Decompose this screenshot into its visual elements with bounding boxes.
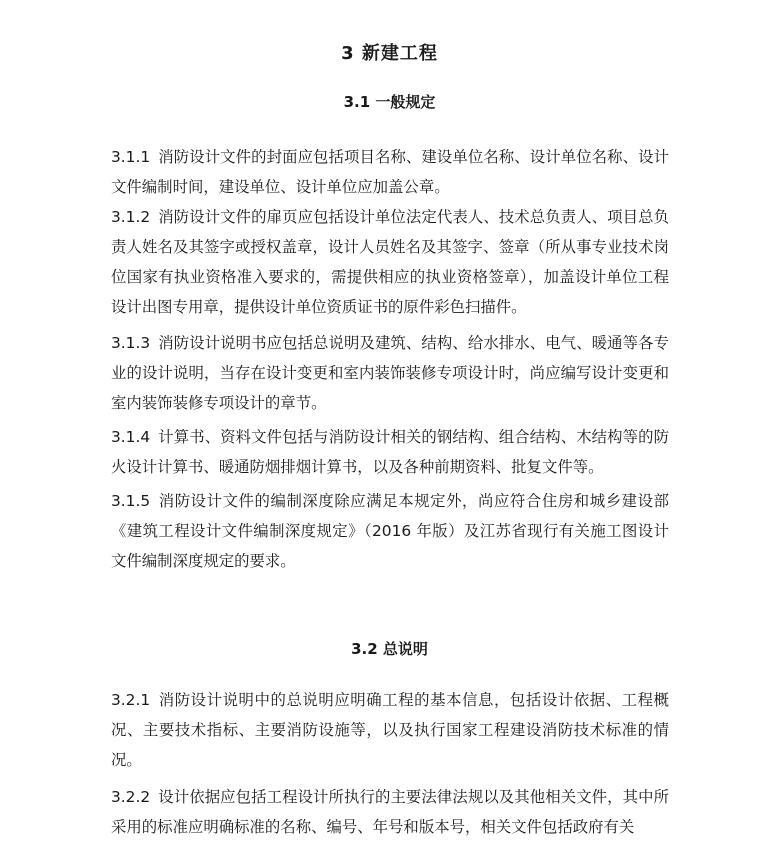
clause-text: 消防设计文件的扉页应包括设计单位法定代表人、技术总负责人、项目总负责人姓名及其签字或授权盖章，设计人员姓名及其签字、签章（所从事专业技术岗位国家有执业资格准入要求的，需提供相应的执业资格签章），加盖设计单位工程设计出图专用章，提供设计单位资质证书的原件彩色扫描件。 <box>111 208 669 316</box>
clause-text: 计算书、资料文件包括与消防设计相关的钢结构、组合结构、木结构等的防火设计计算书、暖通防烟排烟计算书，以及各种前期资料、批复文件等。 <box>111 428 669 476</box>
chapter-title: 3 新建工程 <box>341 43 438 64</box>
clause-number: 3.1.5 <box>111 492 151 510</box>
clause-3-2-1 <box>111 685 669 775</box>
clause-text: 消防设计文件的封面应包括项目名称、建设单位名称、设计单位名称、设计文件编制时间，建设单位、设计单位应加盖公章。 <box>111 148 669 196</box>
clause-3-1-1 <box>111 142 669 202</box>
clause-3-1-3 <box>111 328 669 418</box>
section-title-3-1: 3.1 一般规定 <box>343 93 436 111</box>
clause-number: 3.1.1 <box>111 148 151 166</box>
clause-number: 3.1.4 <box>111 428 151 446</box>
clause-3-2-2 <box>111 782 669 842</box>
clause-text: 消防设计文件的编制深度除应满足本规定外，尚应符合住房和城乡建设部《建筑工程设计文件编制深度规定》（2016 年版）及江苏省现行有关施工图设计文件编制深度规定的要求。 <box>111 492 669 570</box>
section-title-3-2: 3.2 总说明 <box>351 640 428 658</box>
clause-number: 3.2.1 <box>111 691 151 709</box>
clause-3-1-2 <box>111 202 669 322</box>
clause-number: 3.1.2 <box>111 208 151 226</box>
clause-3-1-4 <box>111 422 669 482</box>
clause-text: 消防设计说明书应包括总说明及建筑、结构、给水排水、电气、暖通等各专业的设计说明，当存在设计变更和室内装饰装修专项设计时，尚应编写设计变更和室内装饰装修专项设计的章节。 <box>111 334 669 412</box>
clause-3-1-5 <box>111 486 669 576</box>
clause-text: 消防设计说明中的总说明应明确工程的基本信息，包括设计依据、工程概况、主要技术指标、主要消防设施等，以及执行国家工程建设消防技术标准的情况。 <box>111 691 669 769</box>
clause-number: 3.2.2 <box>111 788 151 806</box>
clause-number: 3.1.3 <box>111 334 151 352</box>
clause-text: 设计依据应包括工程设计所执行的主要法律法规以及其他相关文件，其中所采用的标准应明确标准的名称、编号、年号和版本号，相关文件包括政府有关 <box>111 788 669 836</box>
